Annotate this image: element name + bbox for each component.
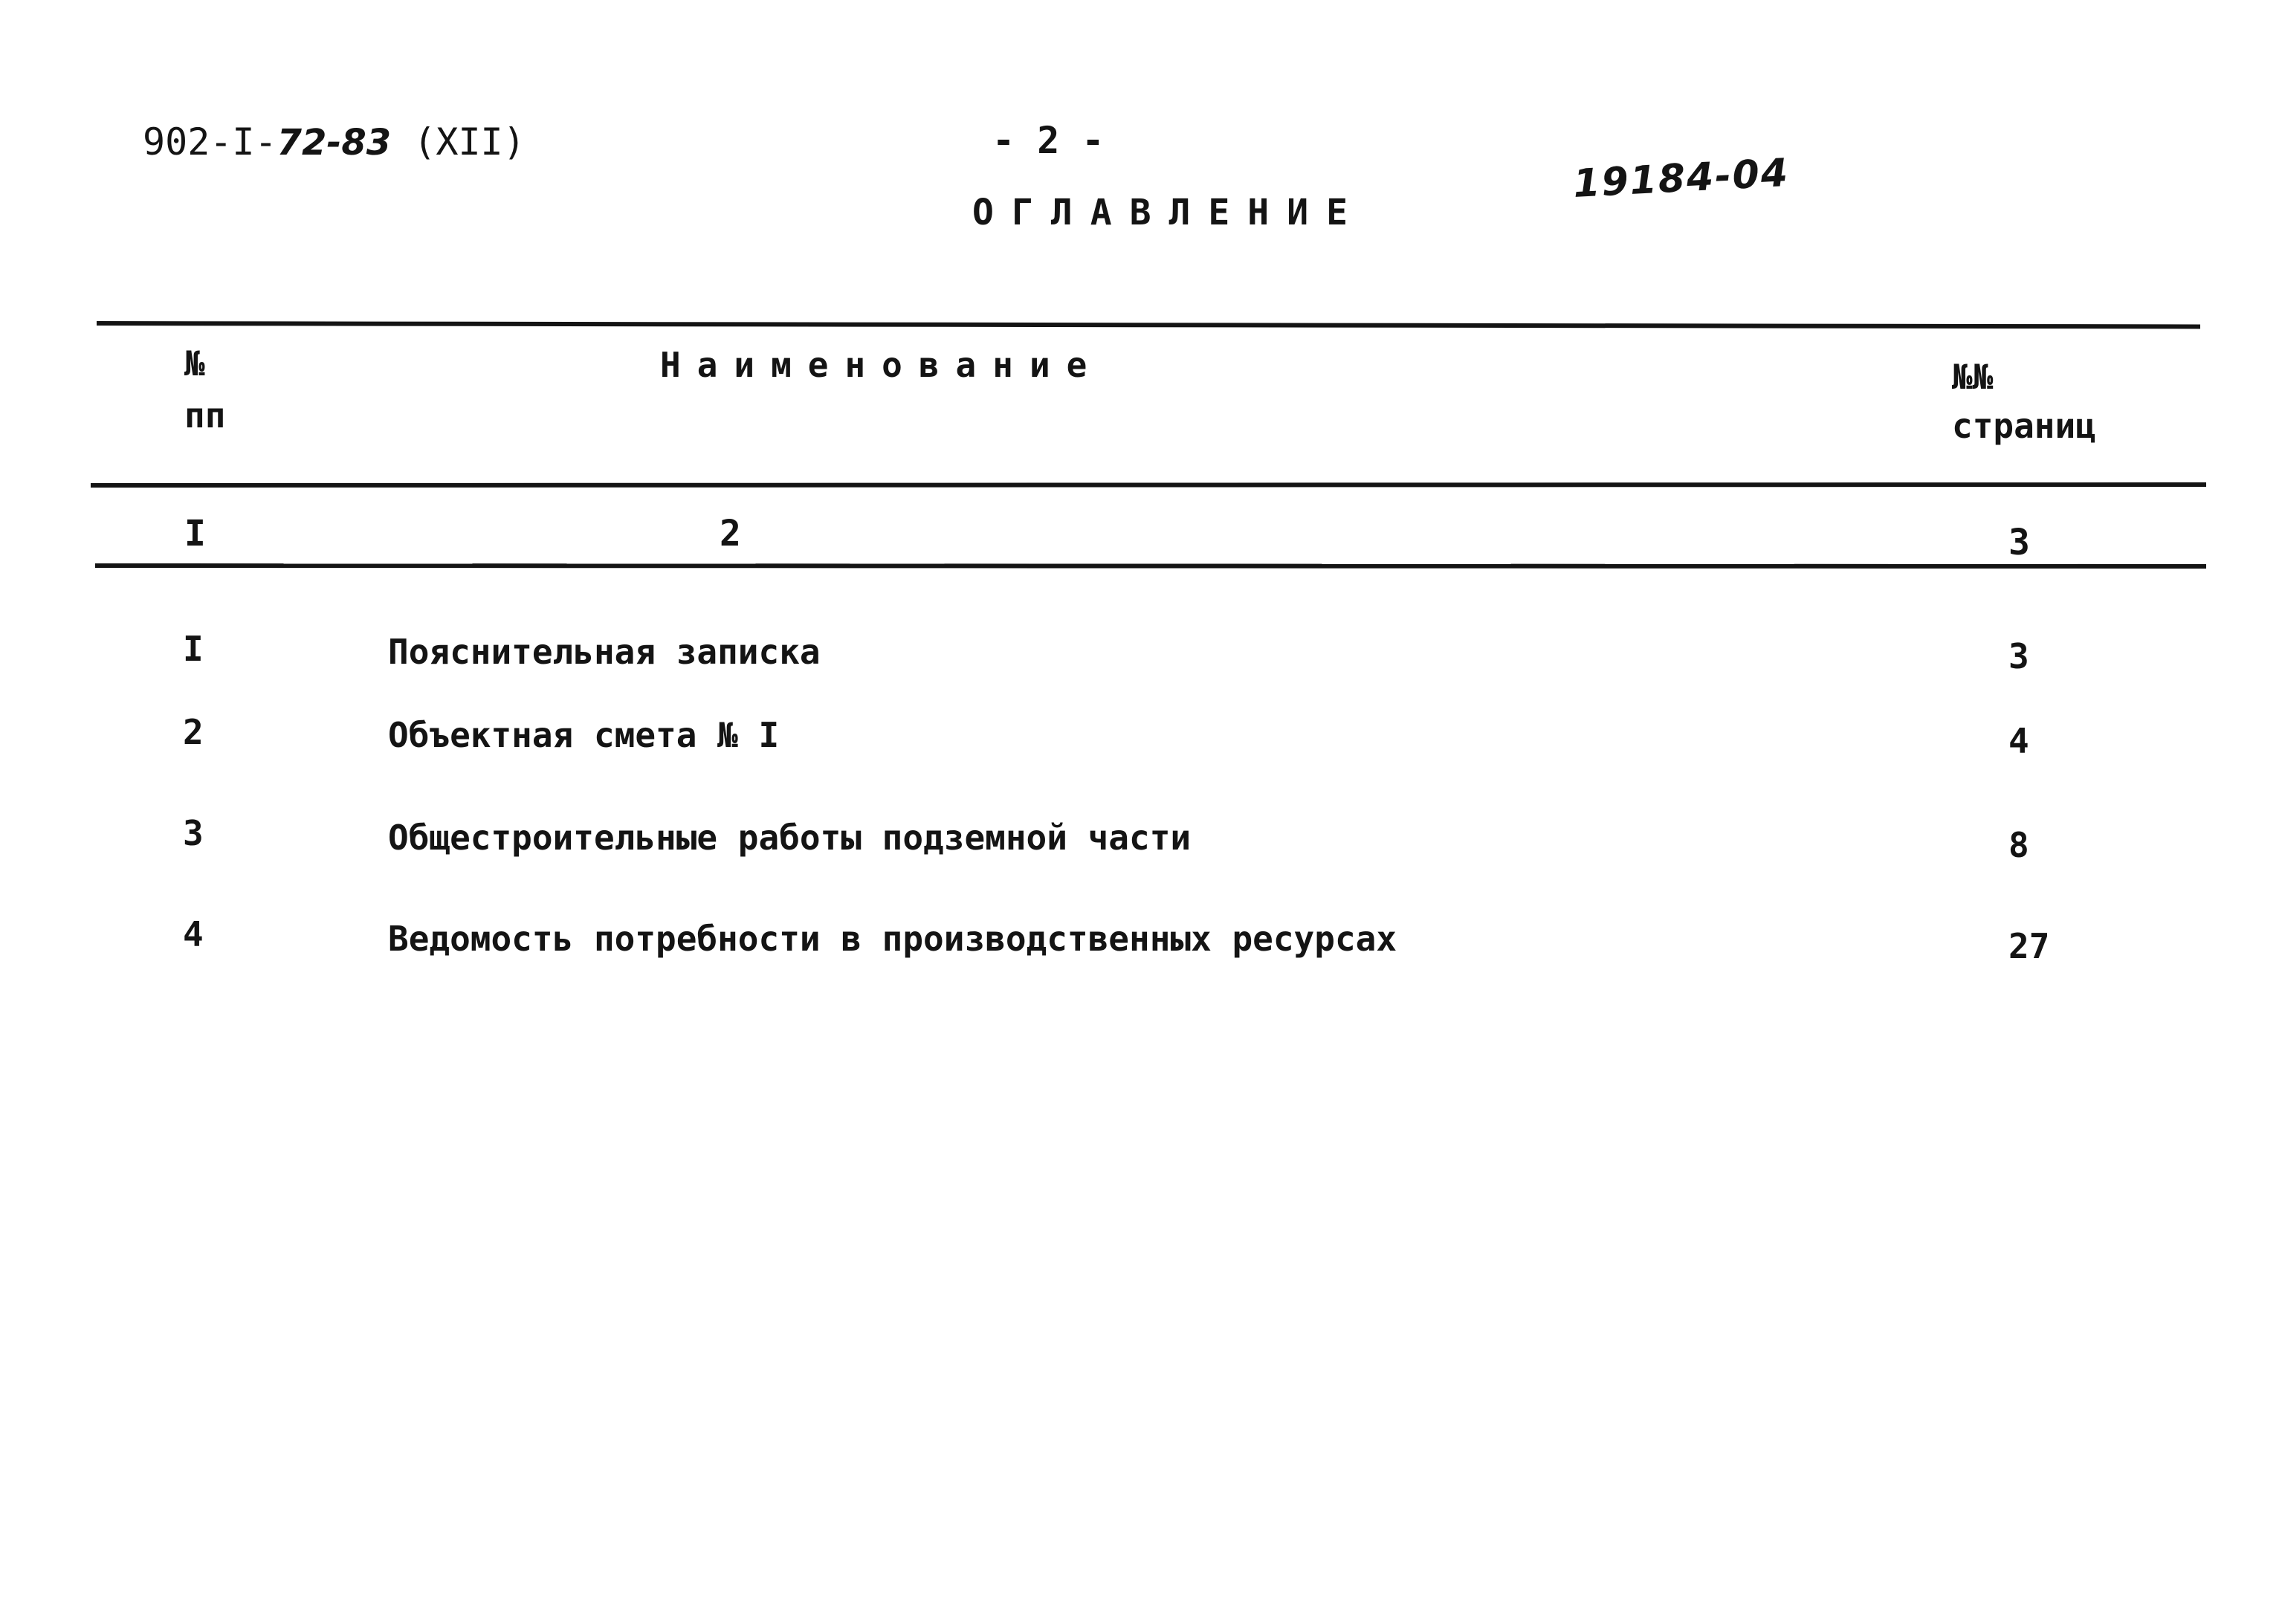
document-code-prefix: 902-I- (143, 120, 277, 164)
row-number: 2 (183, 712, 204, 752)
row-number: 4 (183, 914, 204, 954)
table-top-rule (97, 321, 2200, 329)
column-number-2: 2 (720, 513, 741, 554)
row-page: 27 (2008, 926, 2050, 966)
column-header-name: Наименование (660, 345, 1104, 385)
row-name: Общестроительные работы подземной части (388, 818, 1192, 858)
column-header-number-label: пп (184, 395, 226, 436)
document-code-handwritten: 72-83 (277, 122, 392, 164)
row-name: Объектная смета № I (388, 715, 780, 755)
column-numbers-rule (95, 563, 2206, 569)
inventory-number: 19184-04 (1571, 150, 1791, 207)
row-number: 3 (183, 813, 204, 853)
row-name: Ведомость потребности в производственных ресурсах (388, 919, 1397, 959)
column-header-pages-mark: №№ (1952, 357, 1994, 397)
page-title: ОГЛАВЛЕНИЕ (972, 192, 1365, 233)
header-bottom-rule (91, 482, 2206, 488)
document-code (143, 120, 526, 164)
document-code-suffix: (XII) (391, 120, 526, 164)
row-page: 3 (2008, 636, 2029, 676)
row-name: Пояснительная записка (388, 632, 821, 672)
row-page: 8 (2008, 825, 2029, 865)
row-number: I (183, 629, 204, 669)
column-number-1: I (184, 513, 206, 554)
column-header-pages-label: страниц (1952, 406, 2096, 446)
column-header-number-mark: № (184, 343, 205, 384)
column-number-3: 3 (2008, 522, 2030, 563)
row-page: 4 (2008, 721, 2029, 761)
page-number: - 2 - (992, 119, 1105, 162)
